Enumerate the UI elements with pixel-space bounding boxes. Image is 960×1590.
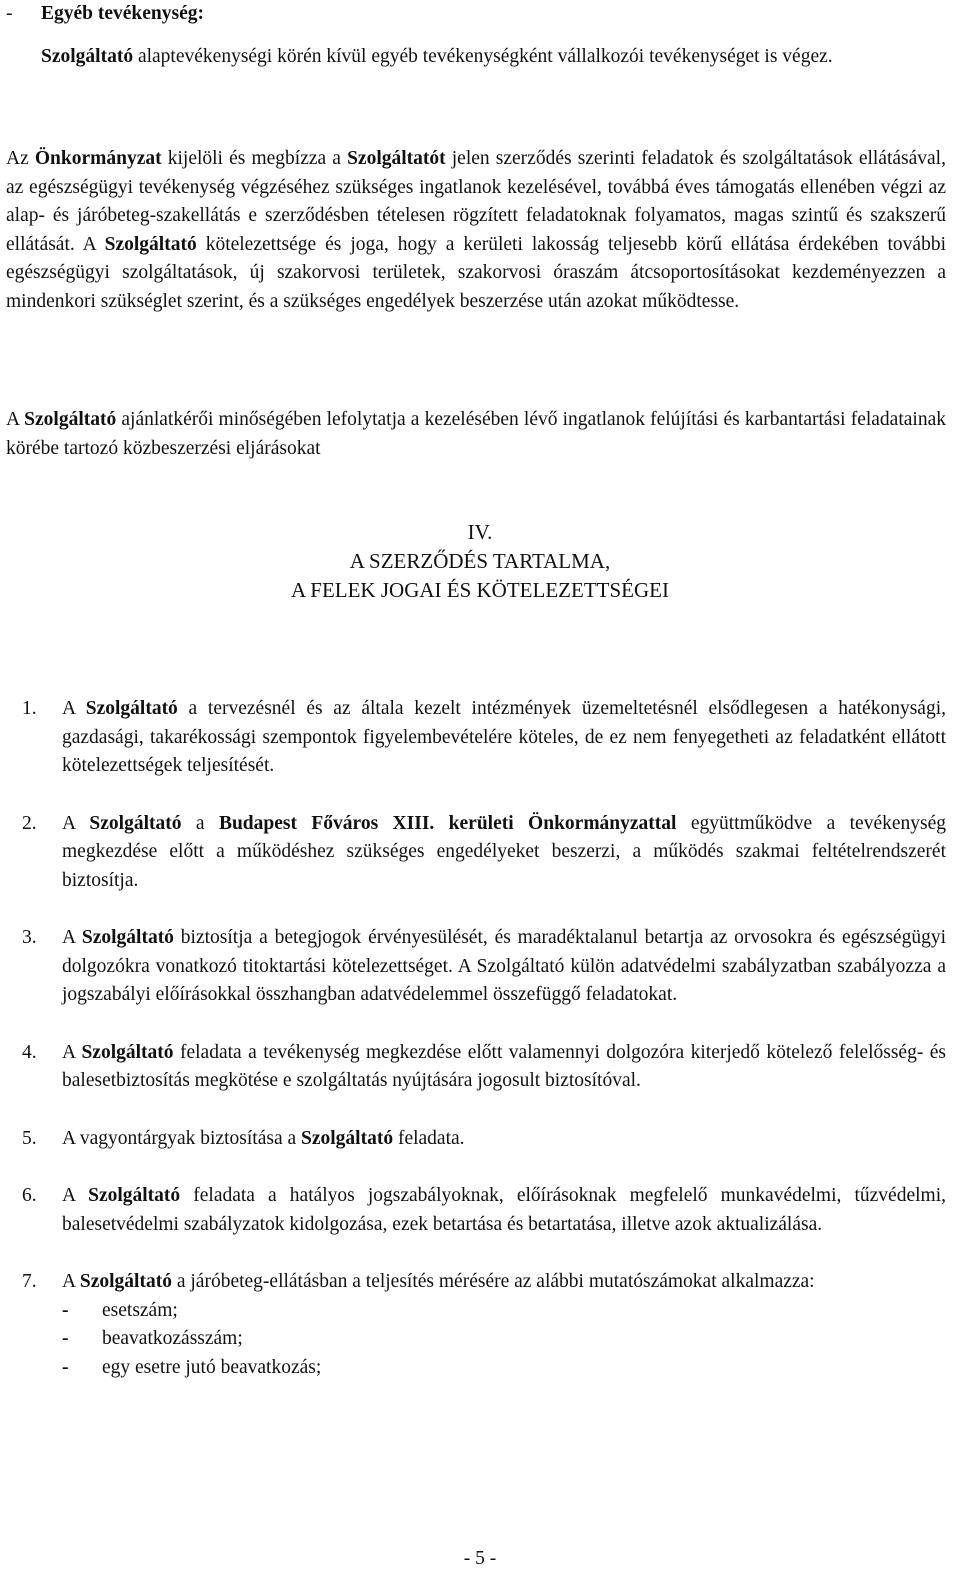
item-number: 4. <box>22 1041 37 1063</box>
bold-term: Szolgáltató <box>89 812 182 834</box>
bold-term: Szolgáltató <box>41 46 134 67</box>
indicator-item: - esetszám; <box>62 1297 946 1326</box>
item-heading: Egyéb tevékenység: <box>41 3 205 24</box>
section-heading <box>0 518 960 605</box>
item-text: A Szolgáltató a járóbeteg-ellátásban a teljesítés mérésére az alábbi mutatószámokat alkalmazza: <box>62 1271 815 1292</box>
bold-term: Szolgáltató <box>24 409 117 430</box>
item-text: A Szolgáltató biztosítja a betegjogok érvényesülését, és maradéktalanul betartja az orvosokra és egészségügyi dolgozókra vonatkozó titoktartási kötelezettséget. A Szolgáltató külön adatvédelmi szabályzatban szabályozza a jogszabályi előírásokkal összhangban adatvédelemmel összefüggő feladatokat. <box>62 927 947 1005</box>
item-text: A vagyontárgyak biztosítása a Szolgáltató feladata. <box>62 1127 465 1149</box>
section-title-line: A SZERZŐDÉS TARTALMA, <box>349 549 611 573</box>
item-body: Szolgáltató alaptevékenységi körén kívül egyéb tevékenységként vállalkozói tevékenységet is végez. <box>41 46 833 67</box>
bold-term: Szolgáltató <box>79 1271 172 1292</box>
bold-term: Szolgáltatót <box>347 148 446 169</box>
item-number: 3. <box>22 927 37 948</box>
item-text: A Szolgáltató feladata a hatályos jogszabályoknak, előírásoknak megfelelő munkavédelmi, tűzvédelmi, balesetvédelmi szabályzatok kidolgozása, ezek betartása és betartatása, illetve azok aktualizálása. <box>62 1185 946 1235</box>
bold-term: Önkormányzat <box>34 148 162 169</box>
list-item <box>6 1268 946 1382</box>
bold-term: Szolgáltató <box>85 698 178 719</box>
list-item <box>6 1182 946 1239</box>
paragraph-procurement: A Szolgáltató ajánlatkérői minőségében lefolytatja a kezelésében lévő ingatlanok felújítási és karbantartási feladatainak körébe tartozó közbeszerzési eljárásokat <box>6 409 946 459</box>
item-text: A Szolgáltató feladata a tevékenység megkezdése előtt valamennyi dolgozóra kiterjedő kötelező felelősség- és balesetbiztosítás megkötése e szolgáltatás nyújtására jogosult biztosítóval. <box>62 1041 946 1091</box>
item-number: 7. <box>22 1271 37 1292</box>
item-text: A Szolgáltató a tervezésnél és az általa kezelt intézmények üzemeltetésnél elsődlegesen a hatékonysági, gazdasági, takarékossági szempontok figyelembevételére köteles, de ez nem fenyegetheti az feladatként ellátott kötelezettségek teljesítését. <box>62 698 946 776</box>
item-number: 2. <box>22 812 37 834</box>
list-item <box>6 1039 946 1096</box>
item-number: 6. <box>22 1185 37 1206</box>
list-dash: - <box>62 1299 69 1321</box>
section-number: IV. <box>467 520 493 544</box>
bold-term: Szolgáltató <box>81 927 174 948</box>
list-item <box>6 695 946 781</box>
bold-term: Szolgáltató <box>104 233 197 255</box>
item-number: 1. <box>22 698 37 719</box>
page-number: - 5 - <box>463 1548 497 1569</box>
bold-term: Szolgáltató <box>81 1041 174 1063</box>
paragraph-assignment: Az Önkormányzat kijelöli és megbízza a Szolgáltatót jelen szerződés szerinti feladatok és szolgáltatások ellátásával, az egészségügyi tevékenység végzéséhez szükséges ingatlanok kezelésével, továbbá éves támogatás ellenében végzi az alap- és járóbeteg-szakellátás e szerződésben tételesen rögzített feladatoknak folyamatos, magas szintű és szakszerű ellátását. A Szolgáltató kötelezettsége és joga, hogy a kerületi lakosság teljesebb körű ellátása érdekében további egészségügyi szolgáltatások, új szakorvosi területek, szakorvosi óraszám átcsoportosításokat kezdeményezzen a mindenkori szükséglet szerint, és a szükséges engedélyek beszerzése után azokat működtesse. <box>6 148 946 312</box>
indicator-item: - beavatkozásszám; <box>62 1325 946 1354</box>
list-dash: - <box>6 3 13 24</box>
section-title-line: A FELEK JOGAI ÉS KÖTELEZETTSÉGEI <box>291 578 669 602</box>
list-item <box>6 810 946 896</box>
item-text: A Szolgáltató a Budapest Főváros XIII. kerületi Önkormányzattal együttműködve a tevékenység megkezdése előtt a működéshez szükséges engedélyeket beszerzi, a működés szakmai feltételrendszerét biztosítja. <box>62 812 946 891</box>
bold-term: Szolgáltató <box>301 1127 394 1149</box>
bold-term: Budapest Főváros XIII. kerületi Önkormányzattal <box>218 812 677 834</box>
item-number: 5. <box>22 1127 37 1149</box>
indicator-item: - egy esetre jutó beavatkozás; <box>62 1354 946 1383</box>
list-item <box>6 1125 946 1154</box>
numbered-list <box>6 695 946 1411</box>
list-dash: - <box>62 1356 69 1378</box>
list-dash: - <box>62 1328 69 1349</box>
list-item <box>6 924 946 1010</box>
indicator-list <box>62 1297 946 1383</box>
bold-term: Szolgáltató <box>88 1185 181 1206</box>
